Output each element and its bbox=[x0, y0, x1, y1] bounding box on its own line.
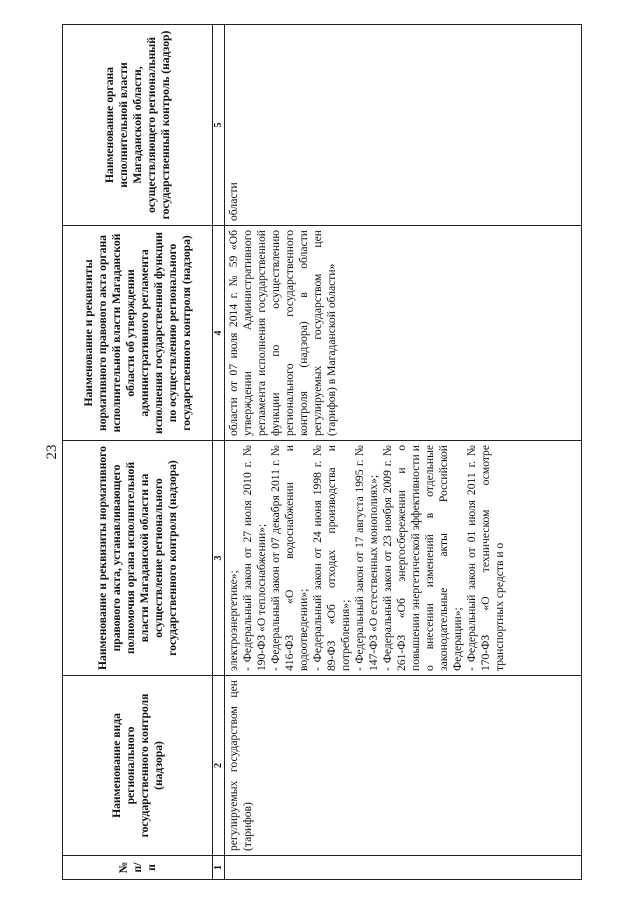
legal-act-item: - Федеральный закон от 07 декабря 2011 г. № 416-ФЗ «О водоснабжении и водоотведении»; bbox=[269, 445, 310, 671]
column-number: 5 bbox=[213, 25, 225, 226]
column-number-row bbox=[213, 25, 225, 880]
legal-act-item: - Федеральный закон от 17 августа 1995 г. № 147-ФЗ «О естественных монополиях»; bbox=[353, 445, 380, 671]
header-row bbox=[63, 25, 213, 880]
column-number: 3 bbox=[213, 441, 225, 676]
header-legal-act: Наименование и реквизиты нормативного правового акта, устанавливающего полномочия органа исполнительной власти Магаданской области на осуществление регионального государственного контроля (надзора) bbox=[63, 441, 213, 676]
page-number: 23 bbox=[44, 444, 60, 460]
legal-act-cell bbox=[225, 441, 582, 676]
control-table bbox=[62, 24, 582, 880]
table-row bbox=[225, 25, 582, 880]
row-number-cell bbox=[225, 856, 582, 880]
column-number: 2 bbox=[213, 676, 225, 856]
legal-act-item: - Федеральный закон от 01 июля 2011 г. № 170-ФЗ «О техническом осмотре транспортных средств и о bbox=[465, 445, 506, 671]
column-number: 4 bbox=[213, 226, 225, 441]
header-authority: Наименование органа исполнительной власти Магаданской области, осуществляющего региональный государственный контроль (надзор) bbox=[63, 25, 213, 226]
legal-act-item: - Федеральный закон от 27 июля 2010 г. № 190-ФЗ «О теплоснабжении»; bbox=[241, 445, 268, 671]
column-number: 1 bbox=[213, 856, 225, 880]
header-regulation-act: Наименование и реквизиты нормативного правового акта органа исполнительной власти Магаданской области об утверждении административного регламента исполнения государственной функции по осуществлению регионального государственного контроля (надзора) bbox=[63, 226, 213, 441]
authority-cell: области bbox=[225, 25, 582, 226]
legal-act-item: - Федеральный закон от 24 июня 1998 г. № 89-ФЗ «Об отходах производства и потребления»; bbox=[311, 445, 352, 671]
control-type-cell: регулируемых государством цен (тарифов) bbox=[225, 676, 582, 856]
header-number: № п/п bbox=[63, 856, 213, 880]
rotated-table-container bbox=[62, 25, 582, 880]
header-control-type: Наименование вида регионального государственного контроля (надзора) bbox=[63, 676, 213, 856]
legal-act-item: - Федеральный закон от 23 ноября 2009 г. № 261-ФЗ «Об энергосбережении и о повышении энергетической эффективности и о внесении изменений в отдельные законодательные акты Российской Федерации»; bbox=[381, 445, 464, 671]
regulation-act-cell: области от 07 июля 2014 г. № 59 «Об утверждении Административного регламента исполнения государственной функции по осуществлению регионального государственного контроля (надзора) в области регулируемых государством цен (тарифов) в Магаданской области» bbox=[225, 226, 582, 441]
legal-act-item: электроэнергетике»; bbox=[227, 570, 240, 671]
